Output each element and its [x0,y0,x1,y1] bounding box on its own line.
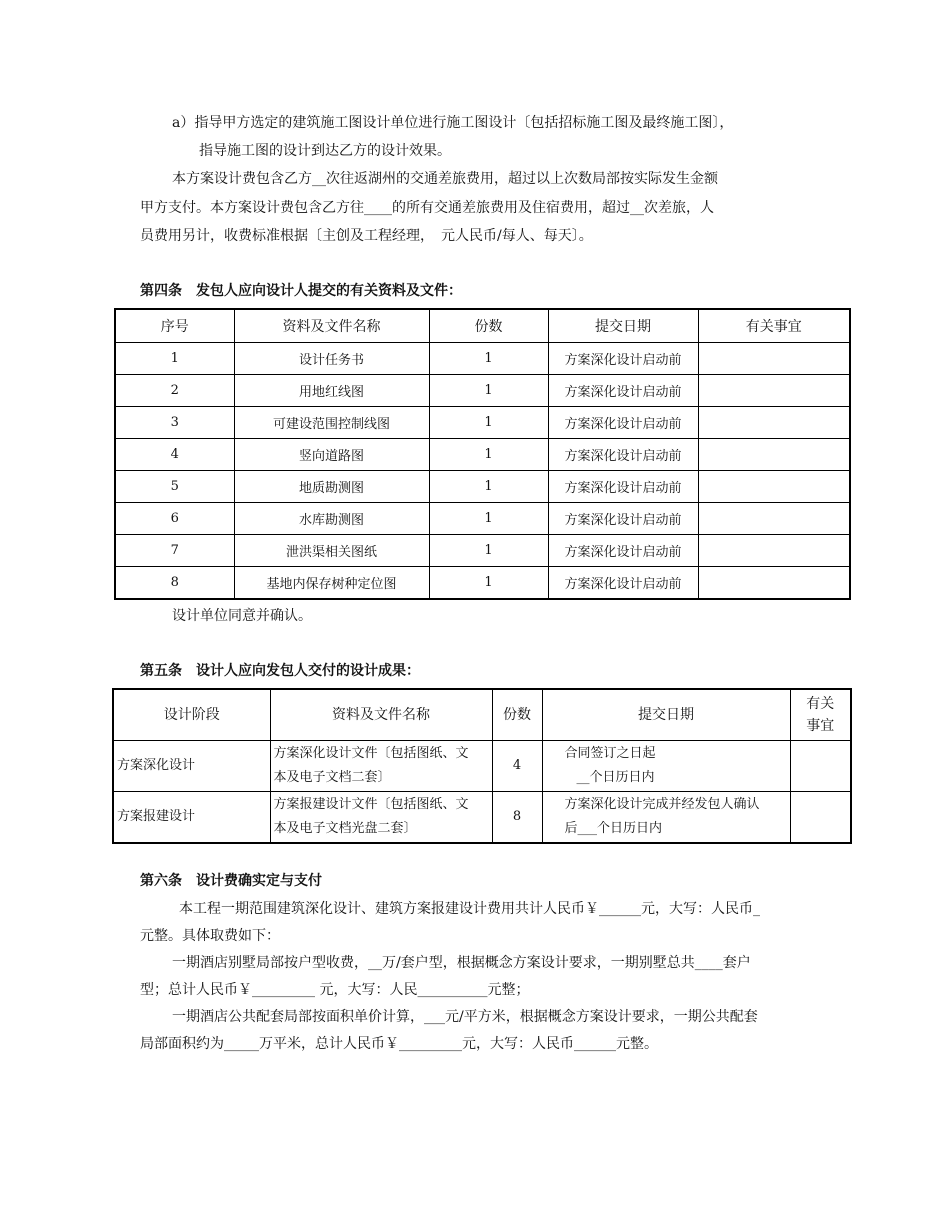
header-matters [790,689,851,741]
article6-p2-line2: 型；总计人民币￥_________ 元，大写：人民__________元整； [140,982,530,998]
cell-date-line1: 方案深化设计完成并经发包人确认 [564,797,760,812]
article6-p2-line1: 一期酒店别墅局部按户型收费，__万/套户型，根据概念方案设计要求，一期别墅总共____套户 [172,955,751,971]
cell-matters [698,535,850,567]
table-row [113,792,851,844]
intro-line-2: 指导施工图的设计到达乙方的设计效果。 [199,143,451,159]
cell-name: 泄洪渠相关图纸 [234,535,429,567]
cell-seq: 2 [115,375,234,407]
cell-count: 1 [429,503,548,535]
cell-name-line1: 方案深化设计文件〔包括图纸、文 [273,746,469,761]
cell-matters [698,503,850,535]
cell-name: 基地内保存树种定位图 [234,567,429,600]
header-name: 资料及文件名称 [270,689,492,741]
cell-date-line1: 合同签订之日起 [564,746,656,761]
article5-table [112,688,852,844]
article6-p3-line1: 一期酒店公共配套局部按面积单价计算，___元/平方米，根据概念方案设计要求，一期公共配套 [172,1009,758,1025]
header-stage: 设计阶段 [113,689,270,741]
table-header-row [113,689,851,741]
article4-note: 设计单位同意并确认。 [172,608,312,624]
header-matters-line1: 有关 [806,696,835,712]
article6-p3-line2: 局部面积约为_____万平米，总计人民币￥_________元，大写：人民币______元整。 [140,1036,658,1052]
cell-name: 水库勘测图 [234,503,429,535]
cell-matters [698,407,850,439]
intro-line-1: a）指导甲方选定的建筑施工图设计单位进行施工图设计〔包括招标施工图及最终施工图〕， [172,115,734,131]
cell-date: 方案深化设计启动前 [548,567,698,600]
cell-date: 方案深化设计启动前 [548,407,698,439]
cell-name: 地质勘测图 [234,471,429,503]
header-date: 提交日期 [542,689,790,741]
table-row [115,439,850,471]
cell-name [270,741,492,792]
header-matters-line2: 事宜 [806,718,835,734]
article5-heading: 第五条 设计人应向发包人交付的设计成果： [140,663,420,679]
table-row [115,503,850,535]
cell-count: 4 [492,741,542,792]
cell-date [542,741,790,792]
article6-p1-line2: 元整。具体取费如下： [140,928,280,944]
cell-name: 可建设范围控制线图 [234,407,429,439]
cell-name: 竖向道路图 [234,439,429,471]
header-date: 提交日期 [548,309,698,343]
cell-count: 1 [429,567,548,600]
table-row [115,407,850,439]
article6-p1-line1: 本工程一期范围建筑深化设计、建筑方案报建设计费用共计人民币￥______元，大写：人民币_ [179,901,760,917]
cell-seq: 6 [115,503,234,535]
cell-date [542,792,790,844]
cell-matters [698,471,850,503]
cell-count: 1 [429,375,548,407]
intro-line-4: 甲方支付。本方案设计费包含乙方往____的所有交通差旅费用及住宿费用，超过__次差旅，人 [140,200,714,216]
cell-date: 方案深化设计启动前 [548,471,698,503]
cell-date: 方案深化设计启动前 [548,375,698,407]
cell-date: 方案深化设计启动前 [548,535,698,567]
cell-matters [698,375,850,407]
table-row [113,741,851,792]
cell-date-line2: 后___个日历日内 [564,821,663,836]
cell-matters [790,792,851,844]
article6-heading: 第六条 设计费确实定与支付 [140,873,322,889]
cell-seq: 8 [115,567,234,600]
intro-line-3: 本方案设计费包含乙方__次往返湖州的交通差旅费用，超过以上次数局部按实际发生金额 [172,171,718,187]
cell-matters [698,567,850,600]
cell-count: 1 [429,343,548,375]
table-row [115,343,850,375]
cell-seq: 5 [115,471,234,503]
cell-date-line2: __个日历日内 [576,770,655,785]
header-seq: 序号 [115,309,234,343]
cell-name [270,792,492,844]
article4-table [114,308,851,600]
table-row [115,375,850,407]
cell-date: 方案深化设计启动前 [548,439,698,471]
article4-heading: 第四条 发包人应向设计人提交的有关资料及文件： [140,283,462,299]
cell-matters [698,343,850,375]
header-matters: 有关事宜 [698,309,850,343]
cell-date: 方案深化设计启动前 [548,503,698,535]
cell-name-line2: 本及电子文档光盘二套〕 [273,821,417,836]
cell-count: 1 [429,535,548,567]
cell-date: 方案深化设计启动前 [548,343,698,375]
cell-seq: 3 [115,407,234,439]
cell-count: 1 [429,407,548,439]
cell-name-line2: 本及电子文档二套〕 [273,770,391,785]
header-name: 资料及文件名称 [234,309,429,343]
cell-count: 1 [429,471,548,503]
cell-count: 8 [492,792,542,844]
cell-name: 用地红线图 [234,375,429,407]
header-count: 份数 [429,309,548,343]
cell-stage: 方案报建设计 [113,792,270,844]
table-row [115,567,850,600]
cell-count: 1 [429,439,548,471]
table-row [115,535,850,567]
header-count: 份数 [492,689,542,741]
cell-matters [790,741,851,792]
cell-name: 设计任务书 [234,343,429,375]
cell-seq: 4 [115,439,234,471]
cell-seq: 7 [115,535,234,567]
table-header-row [115,309,850,343]
table-row [115,471,850,503]
cell-name-line1: 方案报建设计文件〔包括图纸、文 [273,797,469,812]
cell-stage: 方案深化设计 [113,741,270,792]
intro-line-5: 员费用另计，收费标准根据〔主创及工程经理， 元人民币/每人、每天〕。 [140,228,593,244]
cell-seq: 1 [115,343,234,375]
cell-matters [698,439,850,471]
